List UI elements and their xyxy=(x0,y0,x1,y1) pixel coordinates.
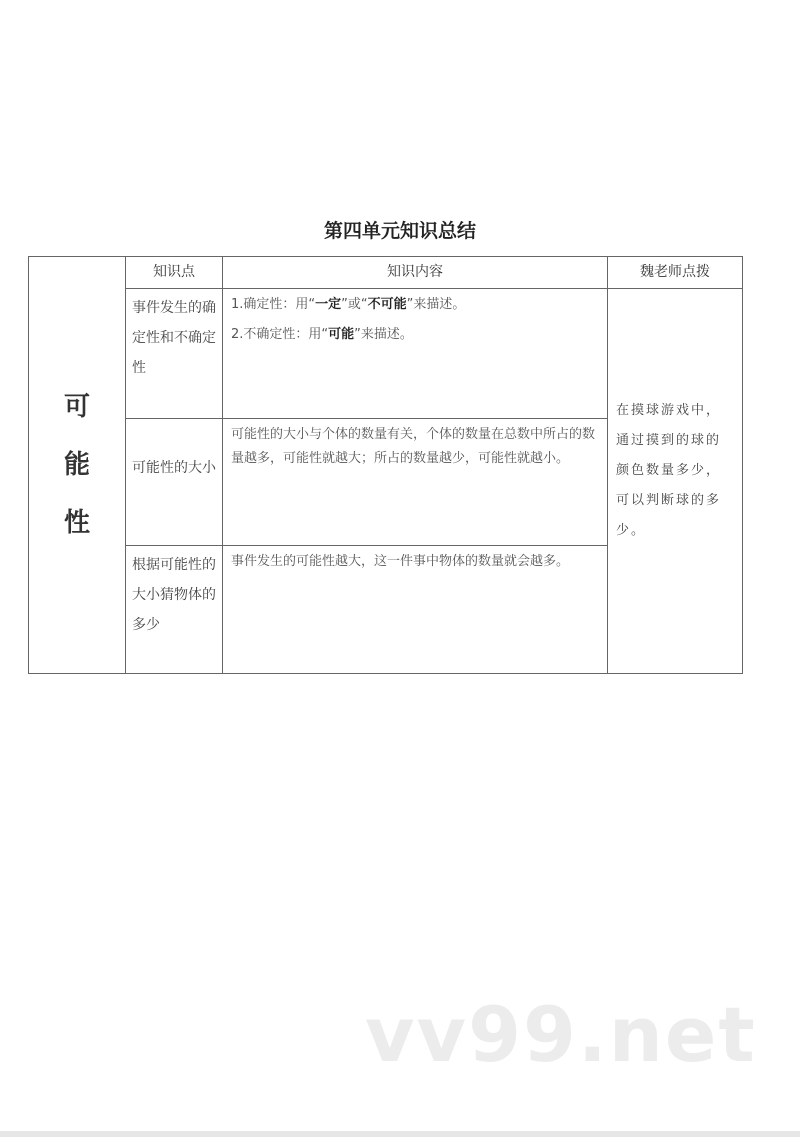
topic-char: 能 xyxy=(63,450,90,480)
header-content: 知识内容 xyxy=(222,256,608,289)
text: 2.不确定性：用“ xyxy=(231,327,329,342)
knowledge-content xyxy=(222,288,608,419)
page-title: 第四单元知识总结 xyxy=(323,220,476,242)
knowledge-content: 可能性的大小与个体的数量有关，个体的数量在总数中所占的数量越多，可能性就越大；所占的数量越少，可能性就越小。 xyxy=(222,418,608,546)
text: ”来描述。 xyxy=(406,297,466,312)
topic-char: 可 xyxy=(63,392,90,422)
knowledge-point xyxy=(125,418,223,546)
bold-text: 可能 xyxy=(328,327,355,342)
content-line xyxy=(231,323,599,347)
bold-text: 一定 xyxy=(315,297,342,312)
teacher-tip: 在摸球游戏中，通过摸到的球的颜色数量多少，可以判断球的多少。 xyxy=(607,288,743,674)
content-line xyxy=(231,293,599,317)
knowledge-point: 事件发生的确定性和不确定性 xyxy=(125,288,223,419)
text: 可能性的大小 xyxy=(132,460,216,476)
page-bottom-edge xyxy=(0,1131,800,1137)
header-point: 知识点 xyxy=(125,256,223,289)
text: 1.确定性：用“ xyxy=(231,297,316,312)
topic-cell xyxy=(28,256,126,674)
knowledge-point: 根据可能性的大小猜物体的多少 xyxy=(125,545,223,674)
topic-char: 性 xyxy=(63,508,90,538)
header-tip: 魏老师点拨 xyxy=(607,256,743,289)
text: ”或“ xyxy=(341,297,368,312)
text: ”来描述。 xyxy=(354,327,413,342)
watermark: vv99.net xyxy=(365,990,757,1079)
knowledge-content: 事件发生的可能性越大，这一件事中物体的数量就会越多。 xyxy=(222,545,608,674)
bold-text: 不可能 xyxy=(367,297,407,312)
